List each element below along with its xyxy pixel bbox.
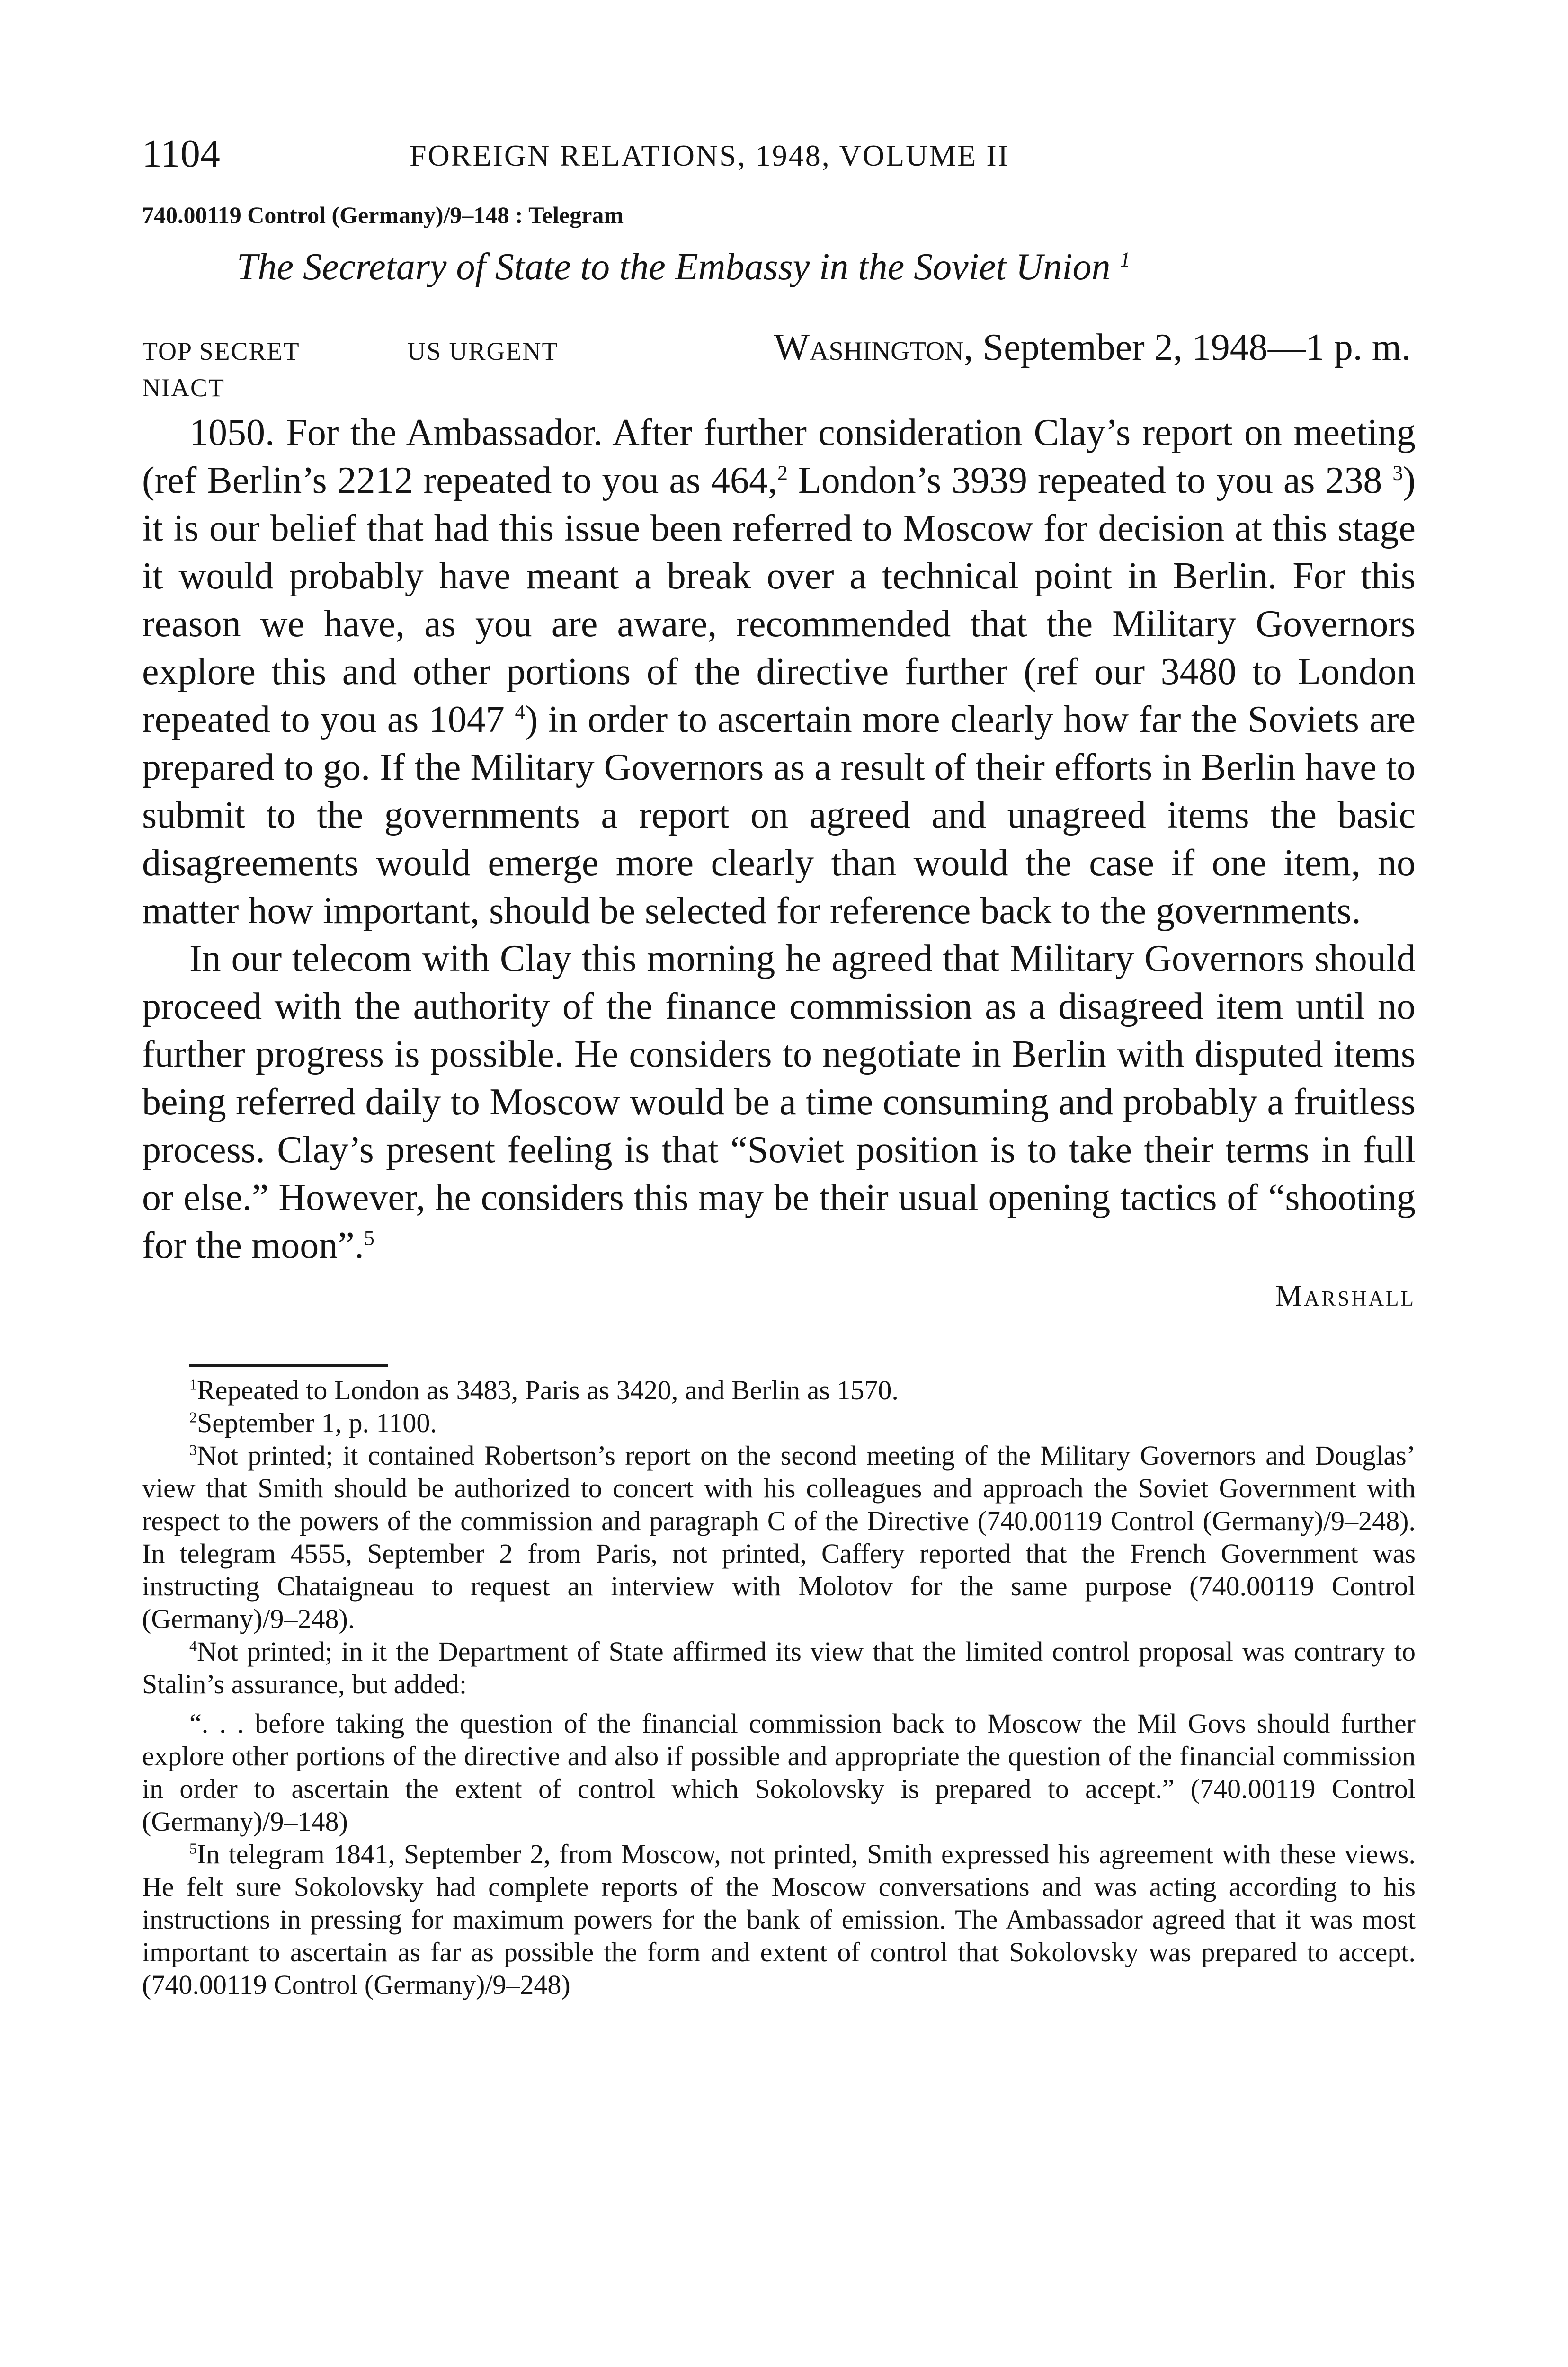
footnote-reference: 4	[515, 700, 526, 724]
file-reference: 740.00119 Control (Germany)/9–148 : Telegram	[142, 202, 624, 228]
footnotes	[142, 1374, 1416, 2001]
document-page	[142, 128, 1416, 2001]
telegram-body	[142, 409, 1416, 1270]
footnote-mark: 1	[189, 1376, 197, 1393]
dateline-place: Washington	[774, 327, 964, 368]
body-text-segment: In our telecom with Clay this morning he agreed that Military Governors should proceed with the authority of the finance commission as a disagreed item until no further progress is possible. He considers to negotiate in Berlin with disputed items being referred daily to Moscow would be a time consuming and probably a fruitless process. Clay’s present feeling is that “Soviet position is to take their terms in full or else.” However, he considers this may be their usual opening tactics of “shooting for the moon”.	[142, 938, 1416, 1266]
heading-text: The Secretary of State to the Embassy in the Soviet Union	[237, 246, 1111, 288]
body-text-segment: London’s 3939 repeated to you as 238	[787, 460, 1393, 501]
footnote-mark: 5	[189, 1840, 197, 1857]
footnote-mark: 2	[189, 1409, 197, 1426]
heading-footnote-mark: 1	[1120, 248, 1131, 271]
document-heading	[142, 243, 1416, 291]
page-number: 1104	[142, 132, 220, 176]
precedence: US URGENT	[407, 337, 559, 365]
signature: Marshall	[1275, 1279, 1416, 1312]
footnote-rule	[189, 1364, 388, 1367]
telegram-header	[142, 324, 1416, 371]
footnote-text: In telegram 1841, September 2, from Moscow, not printed, Smith expressed his agreement with these views. He felt sure Sokolovsky had complete reports of the Moscow conversations and was acting according to his instructions in pressing for maximum powers for the bank of emission. The Ambassador agreed that it was most important to ascertain as far as possible the form and extent of control that Sokolovsky was prepared to accept. (740.00119 Control (Germany)/9–248)	[142, 1839, 1416, 2000]
footnote-text: September 1, p. 1100.	[196, 1407, 437, 1438]
footnote-2	[142, 1406, 1416, 1439]
footnote-text: Not printed; it contained Robertson’s report on the second meeting of the Military Governors and Douglas’ view that Smith should be authorized to concert with his colleagues and approach the Soviet Government with respect to the powers of the commission and paragraph C of the Directive (740.00119 Control (Germany)/9–248). In telegram 4555, September 2 from Paris, not printed, Caffery reported that the French Government was instructing Chataigneau to request an interview with Molotov for the same purpose (740.00119 Control (Germany)/9–248).	[142, 1440, 1416, 1634]
dateline-date: , September 2, 1948—1 p. m.	[963, 327, 1411, 368]
footnote-4	[142, 1635, 1416, 1700]
body-text-segment: ) in order to ascertain more clearly how far the Soviets are prepared to go. If the Military Governors as a result of their efforts in Berlin have to submit to the governments a report on agreed and unagreed items the basic disagreements would emerge more clearly than would the case if one item, no matter how important, should be selected for reference back to the governments.	[142, 699, 1416, 932]
footnote-5	[142, 1838, 1416, 2001]
body-paragraph	[142, 935, 1416, 1270]
footnote-mark: 4	[189, 1637, 197, 1655]
footnote-reference: 2	[777, 461, 788, 485]
body-text-segment: ) it is our belief that had this issue been referred to Moscow for decision at this stage it would probably have meant a break over a technical point in Berlin. For this reason we have, as you are aware, recommended that the Military Governors explore this and other portions of the directive further (ref our 3480 to London repeated to you as 1047	[142, 460, 1416, 740]
dateline	[774, 324, 1411, 371]
footnote-reference: 3	[1392, 461, 1403, 485]
body-paragraph	[142, 409, 1416, 935]
footnote-quote: “. . . before taking the question of the financial commission back to Moscow the Mil Govs should further explore other portions of the directive and also if possible and appropriate the question of the financial commission in order to ascertain the extent of control which Sokolovsky is prepared to accept.” (740.00119 Control (Germany)/9–148)	[142, 1708, 1416, 1837]
distribution: NIACT	[142, 374, 225, 402]
footnote-3	[142, 1439, 1416, 1635]
footnote-1	[142, 1374, 1416, 1406]
footnote-text: Not printed; in it the Department of State affirmed its view that the limited control proposal was contrary to Stalin’s assurance, but added:	[142, 1636, 1416, 1700]
footnote-reference: 5	[364, 1226, 374, 1250]
footnote-mark: 3	[189, 1442, 197, 1459]
body-text-segment: 1050. For the Ambassador. After further consideration Clay’s report on meeting (ref Berlin’s 2212 repeated to you as 464,	[142, 412, 1416, 501]
running-title: FOREIGN RELATIONS, 1948, VOLUME II	[410, 139, 1009, 172]
footnote-text: Repeated to London as 3483, Paris as 3420, and Berlin as 1570.	[196, 1375, 899, 1406]
classification: TOP SECRET	[142, 337, 300, 365]
running-head	[142, 128, 1416, 180]
